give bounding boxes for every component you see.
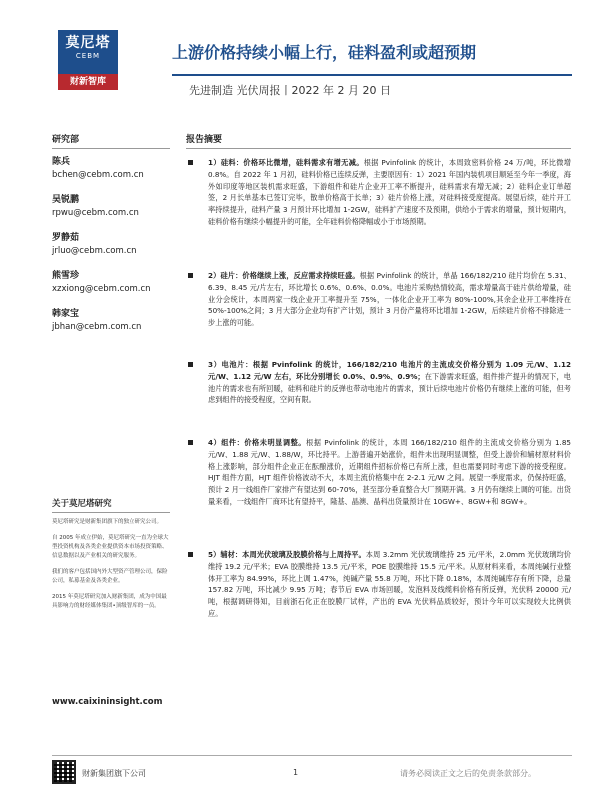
analyst-email[interactable]: rpwu@cebm.com.cn — [52, 208, 139, 218]
analyst-email[interactable]: jbhan@cebm.com.cn — [52, 322, 142, 332]
bullet-lead: 4）组件：价格未明显调整。 — [208, 438, 307, 447]
website-link[interactable]: www.caixininsight.com — [52, 697, 163, 707]
about-paragraph: 2015 年莫尼塔研究加入财新集团，成为中国最具影响力的财经媒体集团•顶级智库的一员。 — [52, 594, 167, 609]
about-panel — [52, 497, 170, 618]
bullet-marker — [188, 273, 193, 278]
bullet-body: 本周 3.2mm 光伏玻璃维持 25 元/平米，2.0mm 光伏玻璃均价维持 19.2 元/平米；EVA 胶膜维持 13.5 元/平米，POE 胶膜维持 15.5 元/平米。从原材料来看，本周纯碱行业整体开工率为 84.99%，环比上调 1.47%，纯碱产量 55.8 万吨，环比下降 0.18%，本周纯碱库存有所下降，总量 157.82 万吨，环比减少 9.95 万吨；春节后 EVA 市场回暖，发泡料及线缆料价格有所反弹，光伏料 20000 元/吨，根据调研得知，目前浙石化正在胶膜厂试样，产出的 EVA 光伏料品质较好，预计今年可以实现较大比例供应。 — [208, 550, 571, 618]
footer-divider — [52, 755, 572, 756]
summary-bullet-silicon — [186, 157, 571, 270]
bullet-lead: 2）硅片：价格继续上涨，反应需求持续旺盛。 — [208, 271, 360, 280]
bullet-lead: 1）硅料：价格环比微增，硅料需求有增无减。 — [208, 158, 364, 167]
analyst-email[interactable]: bchen@cebm.com.cn — [52, 170, 144, 180]
bullet-lead: 3）电池片：根据 Pvinfolink 的统计，166/182/210 电池片的主流成交价格分别为 1.09 元/W、1.12 元/W、1.12 元/W 左右，环比分别增长 0.0%、0.9%、0.9%； — [208, 360, 571, 381]
summary-bullet-wafer — [186, 270, 571, 359]
about-heading: 关于莫尼塔研究 — [52, 497, 170, 513]
logo-en-text: CEBM — [75, 52, 101, 60]
bullet-marker — [188, 552, 193, 557]
report-title: 上游价格持续小幅上行，硅料盈利或超预期 — [172, 43, 477, 62]
title-divider — [172, 74, 572, 76]
footer-company: 财新集团旗下公司 — [82, 769, 146, 778]
summary-bullet-module — [186, 437, 571, 549]
footer-disclaimer: 请务必阅读正文之后的免责条款部分。 — [400, 769, 536, 778]
summary-bullet-cell — [186, 359, 571, 437]
analyst-name: 熊雪珍 — [52, 271, 80, 281]
bullet-lead: 5）辅材：本周光伏玻璃及胶膜价格与上周持平。 — [208, 550, 366, 559]
bullet-body: 根据 Pvinfolink 的统计，本周 166/182/210 组件的主流成交价格分别为 1.85 元/W、1.88 元/W、1.88/W，环比持平。上游普遍开始涨价，组件未出现明显调整，但受上游价和辅材原材料价格上涨影响，部分组件企业正在酝酿涨价，近期组件招标价格已有所上涨，但也需要同时考虑下游的接受程度。HJT 组件方面，HJT 组件价格波动不大，本周主流价格集中在 2-2.1 元/W 之间。展望一季度需求，仍保持旺盛，预计 2 月一线组件厂家排产有望达到 60-70%，甚至部分垂直整合大厂预期开满。3 月仍有继续上调的可能。出货量来看，一线组件厂商环比有望持平，隆基、晶澳、晶科出货量预计在 10GW+、8GW+和 8GW+。 — [208, 438, 571, 506]
summary-bullet-materials — [186, 549, 571, 620]
bullet-body: 根据 Pvinfolink 的统计，单晶 166/182/210 硅片均价在 5.31、6.39、8.45 元/片左右，环比增长 0.6%、0.6%、0.0%。电池片采购热情较高，需求增量高于硅片供给增量，硅业分会统计，本周两家一线企业开工率提升至 75%，一体化企业开工率为 80%-100%,其余企业开工率维持在 50%-100%之间；3 月大部分企业均有扩产计划，预计 3 月份产量将环比增加 1-2GW，后续硅片价格不排除进一步上涨的可能。 — [208, 271, 571, 328]
analyst-entry — [52, 231, 170, 258]
bullet-marker — [188, 160, 193, 165]
analyst-email[interactable]: jrluo@cebm.com.cn — [52, 246, 137, 256]
logo-cn-text: 莫尼塔 — [65, 35, 111, 51]
analyst-entry — [52, 193, 170, 220]
logo-sub-text: 财新智库 — [58, 74, 118, 90]
research-dept-panel — [52, 132, 170, 345]
bullet-body: 根据 Pvinfolink 的统计，本周致密料价格 24 万/吨，环比微增 0.8%。自 2022 年 1 月初，硅料价格已连续反弹，主要原因有：1）2021 年国内装机项目顺延至今年一季度，海外如印度等地区装机需求旺盛，下游组件和硅片企业开工率不断提升，硅料需求有增无减；2）硅料企业订单超签，2 月长单基本已签订完毕，散单价格高于长单；3）硅片价格上涨，对硅料接受度提高。展望后续，硅片开工率持续提升，硅料产量 3 月预计环比增加 1-2GW，硅料扩产速度不及预期，供给小于需求的增量，预计短期内，硅料价格有继续小幅提升的可能，全年硅料价格降幅或小于市场预期。 — [208, 158, 571, 226]
research-dept-heading: 研究部 — [52, 132, 170, 149]
analyst-entry — [52, 307, 170, 334]
analyst-name: 陈兵 — [52, 157, 71, 167]
bullet-body: 在下游需求旺盛，组件排产提升的情况下，电池片的需求也有所回暖，硅料和硅片的反弹也带动电池片的需求，预计后续电池片价格仍有继续上涨的可能，但考虑到组件的接受程度，空间有限。 — [208, 371, 571, 405]
analyst-name: 吴锐鹏 — [52, 195, 80, 205]
analyst-entry — [52, 155, 170, 182]
analyst-name: 韩家宝 — [52, 309, 80, 319]
about-paragraph: 自 2005 年成立伊始，莫尼塔研究一直为全球大型投资机构及各类企业提供资本市场投资策略、信息数据以及产业相关的研究服务。 — [52, 535, 169, 559]
bullet-marker — [188, 362, 193, 367]
about-paragraph: 莫尼塔研究是财新集团旗下的独立研究公司。 — [52, 519, 163, 525]
about-paragraph: 我们的客户包括国内外大型资产管理公司，保险公司，私募基金及各类企业。 — [52, 569, 168, 584]
qr-code-icon — [52, 760, 76, 784]
logo-top-block — [58, 30, 118, 74]
analyst-entry — [52, 269, 170, 296]
report-subtitle: 先进制造 光伏周报丨2022 年 2 月 20 日 — [189, 84, 391, 97]
page-number: 1 — [293, 768, 299, 777]
analyst-email[interactable]: xzxiong@cebm.com.cn — [52, 284, 151, 294]
analyst-name: 罗静茹 — [52, 233, 80, 243]
summary-heading: 报告摘要 — [186, 132, 571, 149]
cebm-logo — [58, 30, 118, 90]
summary-panel — [186, 132, 571, 620]
bullet-marker — [188, 440, 193, 445]
